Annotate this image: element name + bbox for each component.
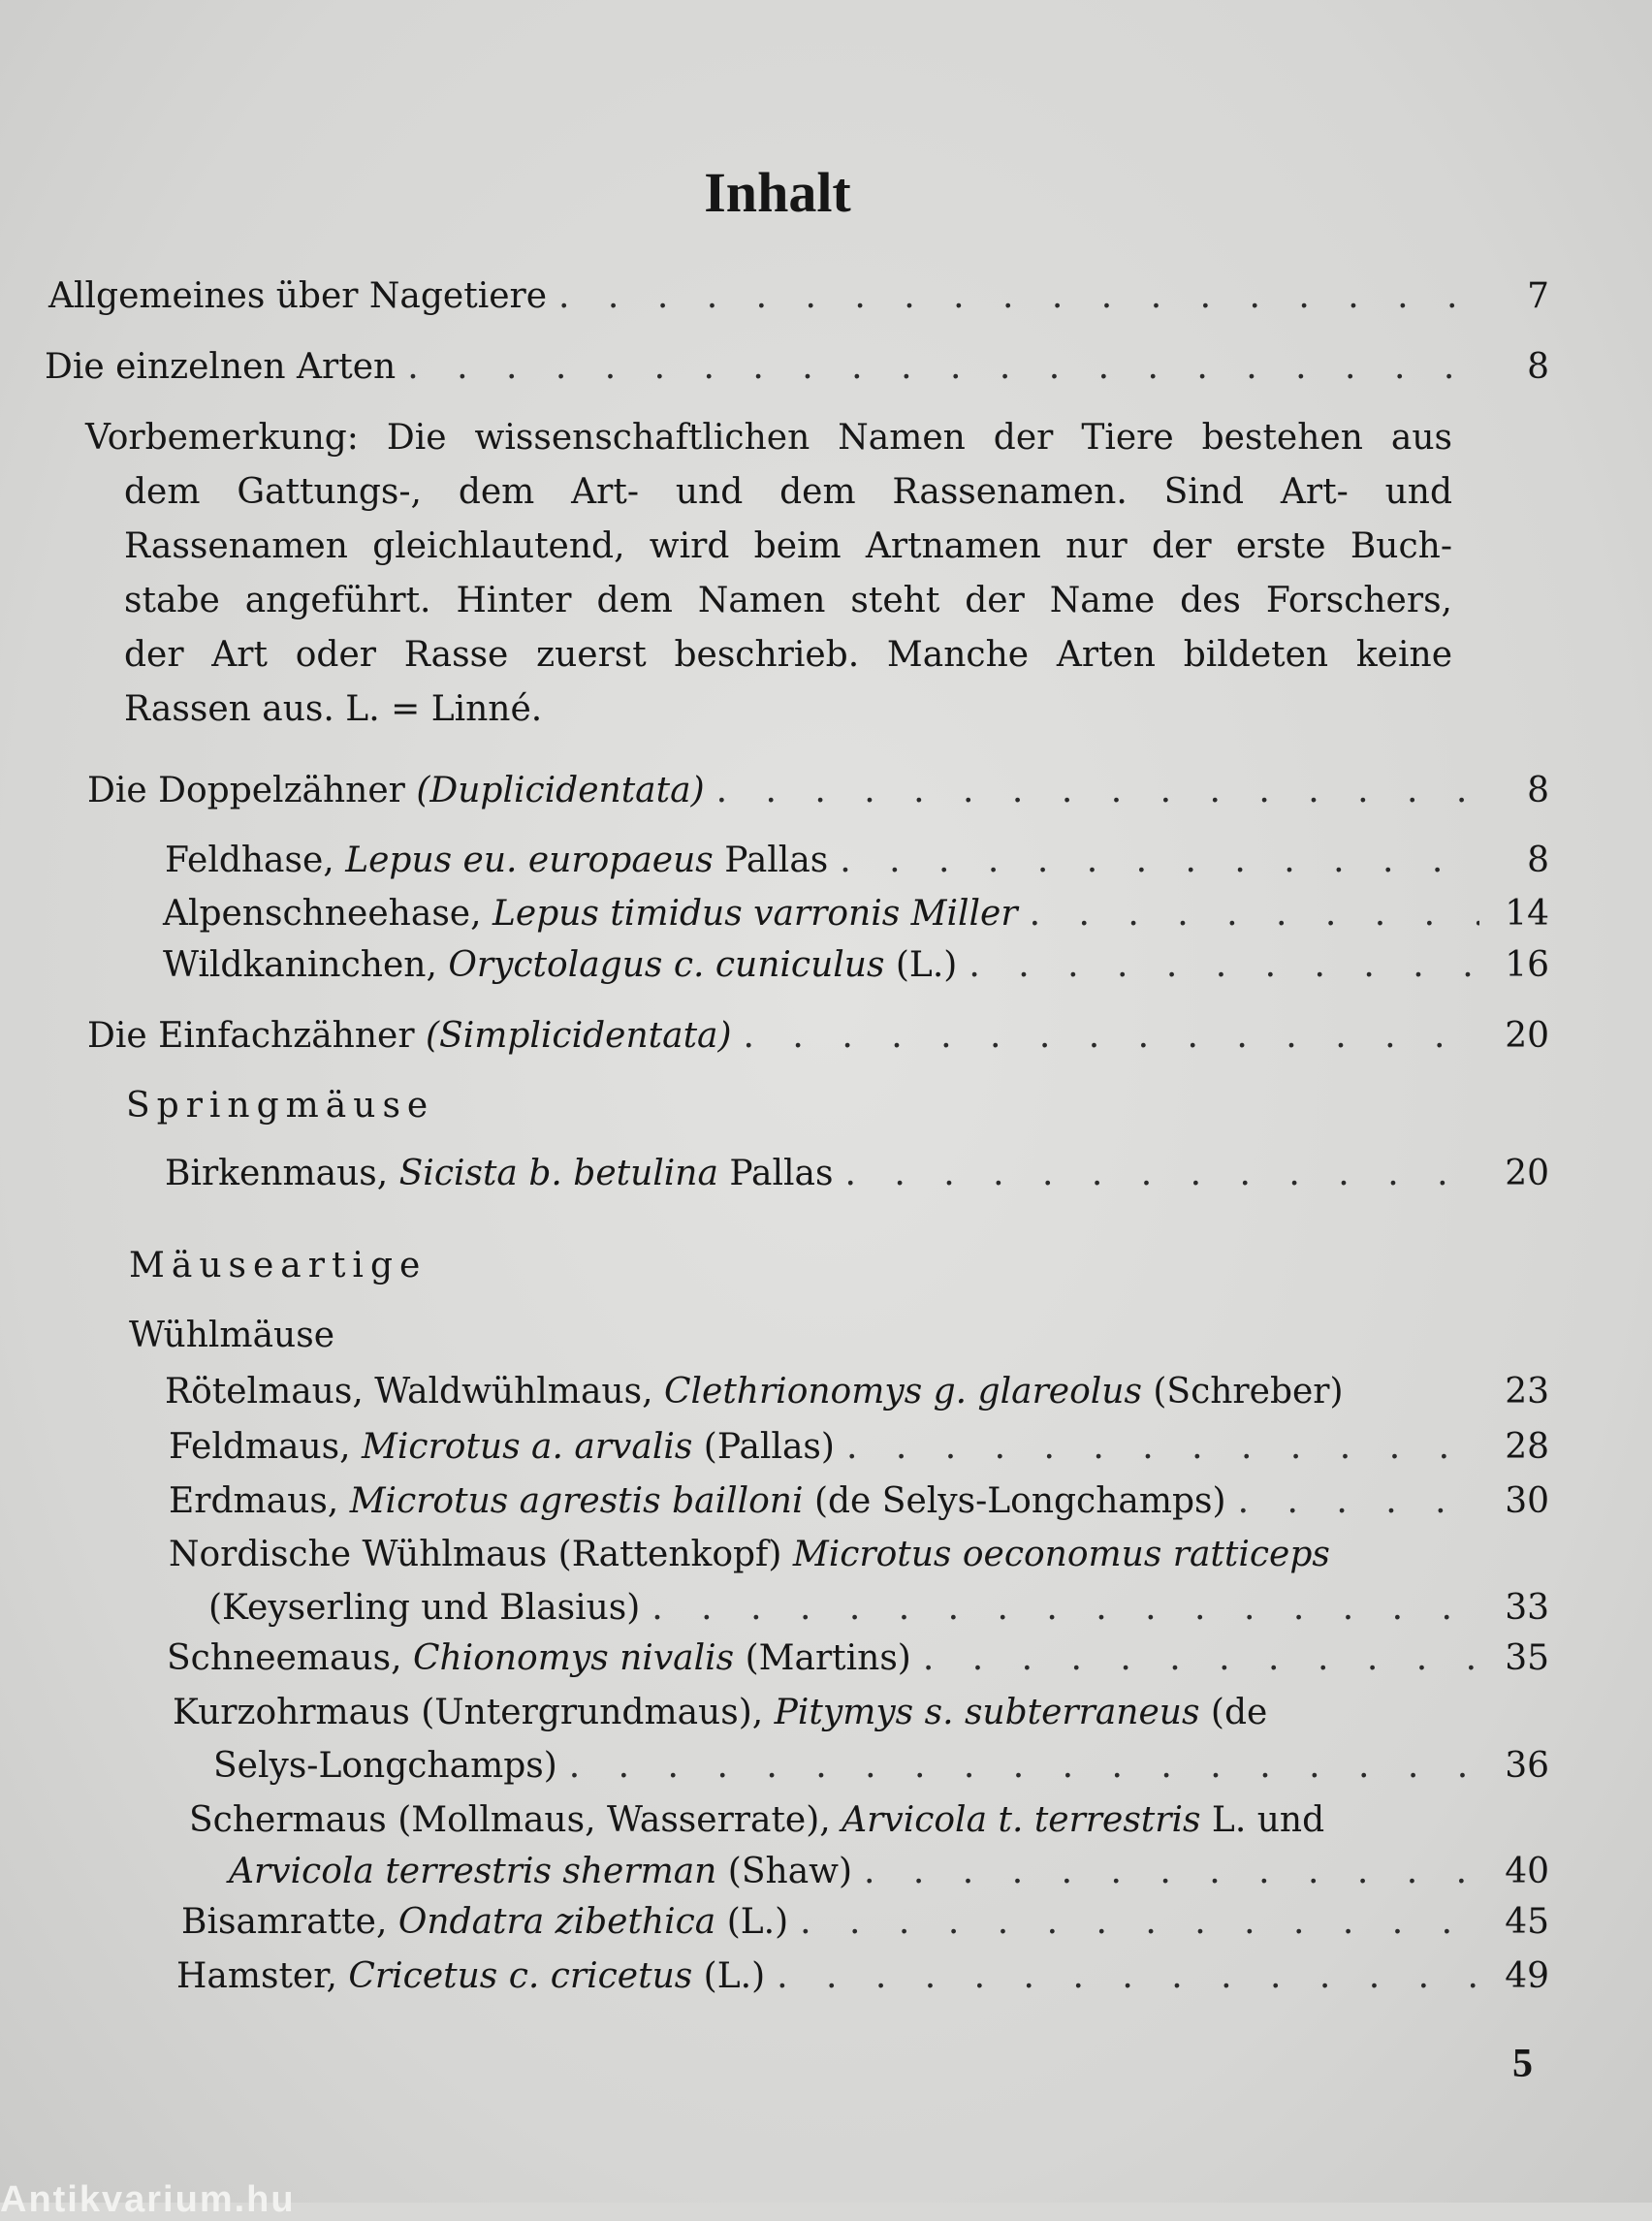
toc-species-entry xyxy=(208,1588,1549,1628)
toc-species-entry xyxy=(163,945,1549,985)
dot-leader xyxy=(1030,894,1479,934)
entry-label: Die einzelnen Arten xyxy=(45,347,397,387)
toc-species-entry xyxy=(165,1154,1549,1193)
entry-page: 23 xyxy=(1505,1372,1549,1412)
dot-leader xyxy=(844,1154,1479,1193)
note-line: Rassen aus. L. = Linné. xyxy=(124,689,543,729)
dot-leader xyxy=(864,1852,1479,1891)
entry-page: 49 xyxy=(1505,1956,1549,1996)
dot-leader xyxy=(840,841,1479,880)
entry-label: Feldmaus, Microtus a. arvalis (Pallas) xyxy=(169,1427,835,1467)
dot-leader xyxy=(569,1746,1479,1786)
dot-leader xyxy=(651,1588,1479,1628)
toc-species-entry xyxy=(169,1481,1549,1521)
page-number: 5 xyxy=(1512,2042,1533,2086)
entry-label: Wildkaninchen, Oryctolagus c. cuniculus (L.) xyxy=(163,945,958,985)
entry-label: Selys-Longchamps) xyxy=(213,1746,557,1786)
page-title: Inhalt xyxy=(704,161,851,224)
entry-label: (Keyserling und Blasius) xyxy=(208,1588,641,1628)
entry-page: 33 xyxy=(1505,1588,1549,1628)
toc-species-entry xyxy=(213,1746,1549,1786)
entry-label: Alpenschneehase, Lepus timidus varronis Miller xyxy=(163,894,1018,934)
entry-page: 14 xyxy=(1505,894,1549,934)
dot-leader xyxy=(558,276,1479,316)
dot-leader xyxy=(716,771,1479,810)
toc-entry xyxy=(45,347,1549,387)
subgroup-heading: Wühlmäuse xyxy=(129,1316,334,1355)
entry-label: Die Einfachzähner (Simplicidentata) xyxy=(87,1016,732,1056)
dot-leader xyxy=(800,1902,1479,1942)
toc-species-entry xyxy=(163,894,1549,934)
entry-page: 8 xyxy=(1527,771,1549,810)
dot-leader xyxy=(846,1427,1479,1467)
watermark: Antikvarium.hu xyxy=(0,2179,296,2220)
dot-leader xyxy=(407,347,1479,387)
entry-label: Feldhase, Lepus eu. europaeus Pallas xyxy=(165,841,829,880)
dot-leader xyxy=(969,945,1479,985)
dot-leader xyxy=(923,1638,1479,1678)
entry-page: 7 xyxy=(1527,276,1549,316)
entry-page: 20 xyxy=(1505,1154,1549,1193)
entry-page: 8 xyxy=(1527,347,1549,387)
entry-label: Arvicola terrestris sherman (Shaw) xyxy=(229,1852,853,1891)
entry-page: 28 xyxy=(1505,1427,1549,1467)
entry-label-line: Kurzohrmaus (Untergrundmaus), Pitymys s. subterraneus (de xyxy=(173,1693,1268,1732)
entry-page: 8 xyxy=(1527,841,1549,880)
toc-species-entry xyxy=(169,1427,1549,1467)
toc-species-entry xyxy=(165,841,1549,880)
entry-label: Hamster, Cricetus c. cricetus (L.) xyxy=(176,1956,766,1996)
note-line: der Art oder Rasse zuerst beschrieb. Manche Arten bildeten keine xyxy=(124,635,1452,675)
toc-species-entry xyxy=(229,1852,1549,1891)
entry-page: 30 xyxy=(1505,1481,1549,1521)
group-heading: Mäuseartige xyxy=(129,1246,428,1285)
entry-label: Rötelmaus, Waldwühlmaus, Clethrionomys g. glareolus (Schreber) xyxy=(165,1372,1344,1412)
entry-label-line: Nordische Wühlmaus (Rattenkopf) Microtus oeconomus ratticeps xyxy=(169,1535,1330,1574)
note-line: stabe angeführt. Hinter dem Namen steht der Name des Forschers, xyxy=(124,581,1452,620)
toc-species-entry xyxy=(165,1372,1549,1412)
note-line: Vorbemerkung: Die wissenschaftlichen Namen der Tiere bestehen aus xyxy=(85,418,1452,458)
entry-page: 45 xyxy=(1505,1902,1549,1942)
entry-label: Erdmaus, Microtus agrestis bailloni (de Selys-Longchamps) xyxy=(169,1481,1226,1521)
entry-page: 20 xyxy=(1505,1016,1549,1056)
entry-page: 36 xyxy=(1505,1746,1549,1786)
toc-species-entry xyxy=(167,1638,1549,1678)
toc-species-entry xyxy=(181,1902,1549,1942)
entry-label: Bisamratte, Ondatra zibethica (L.) xyxy=(181,1902,789,1942)
entry-label: Birkenmaus, Sicista b. betulina Pallas xyxy=(165,1154,834,1193)
toc-entry xyxy=(48,276,1549,316)
entry-label: Schneemaus, Chionomys nivalis (Martins) xyxy=(167,1638,911,1678)
entry-label-line: Schermaus (Mollmaus, Wasserrate), Arvicola t. terrestris L. und xyxy=(189,1800,1325,1840)
note-line: dem Gattungs-, dem Art- und dem Rassenamen. Sind Art- und xyxy=(124,472,1452,512)
preliminary-note xyxy=(85,411,1452,737)
entry-label: Allgemeines über Nagetiere xyxy=(48,276,548,316)
toc-section-entry xyxy=(87,1016,1549,1056)
dot-leader xyxy=(744,1016,1479,1056)
dot-leader xyxy=(777,1956,1479,1996)
toc-section-entry xyxy=(87,771,1549,810)
toc-species-entry xyxy=(176,1956,1549,1996)
dot-leader xyxy=(1238,1481,1479,1521)
group-heading: Springmäuse xyxy=(126,1086,435,1126)
entry-page: 16 xyxy=(1505,945,1549,985)
note-line: Rassenamen gleichlautend, wird beim Artnamen nur der erste Buch- xyxy=(124,526,1452,566)
entry-page: 40 xyxy=(1505,1852,1549,1891)
entry-label: Die Doppelzähner (Duplicidentata) xyxy=(87,771,705,810)
entry-page: 35 xyxy=(1505,1638,1549,1678)
